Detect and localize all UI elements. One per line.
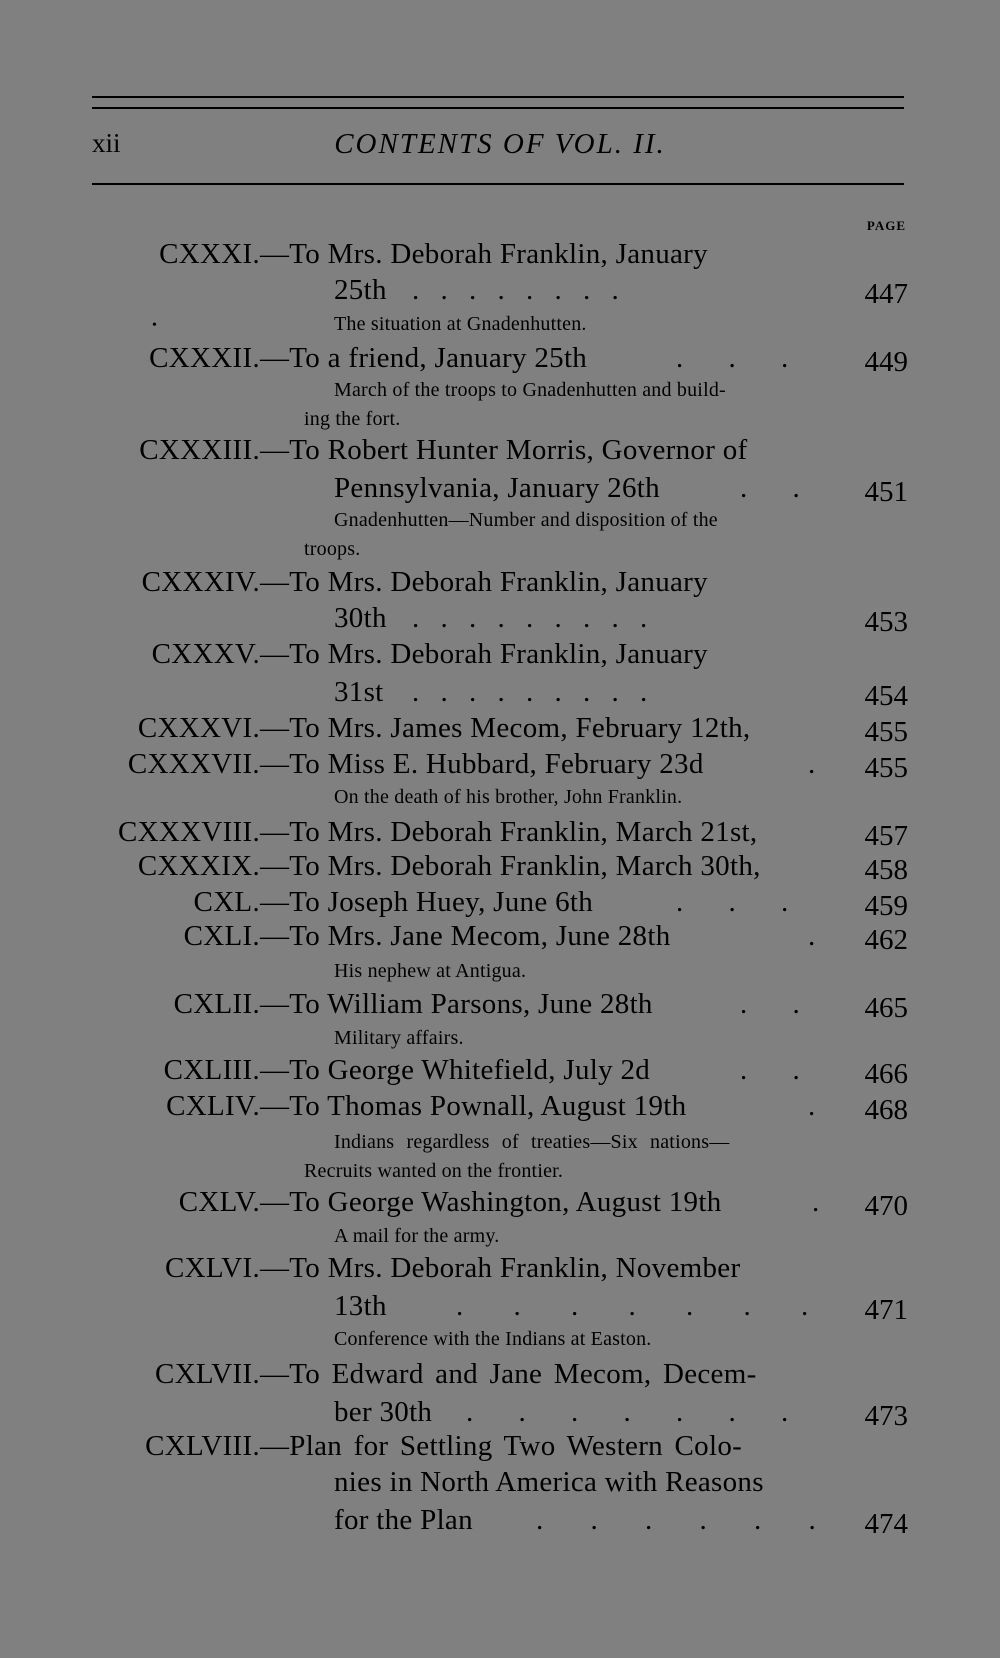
stray-mark: • xyxy=(152,318,157,333)
letter-title: —To a friend, January 25th xyxy=(260,342,588,374)
letter-title-cont: for the Plan xyxy=(334,1504,473,1536)
leader-dots: . xyxy=(808,1090,816,1122)
letter-title: —To Mrs. Deborah Franklin, January xyxy=(260,566,708,598)
letter-number: CXL. xyxy=(193,886,260,918)
toc-entry-cxxxiv xyxy=(0,564,1000,600)
toc-entry-cxlvii xyxy=(0,1356,1000,1392)
letter-title: —To William Parsons, June 28th xyxy=(260,988,653,1020)
letter-note: On the death of his brother, John Franklin. xyxy=(334,786,683,808)
letter-number: CXLI. xyxy=(183,920,260,952)
letter-number: CXLII. xyxy=(173,988,260,1020)
page-ref: 453 xyxy=(864,606,908,638)
letter-title: —To Joseph Huey, June 6th xyxy=(260,886,594,918)
toc-entry-cxxxv xyxy=(0,636,1000,672)
page-ref: 470 xyxy=(864,1190,908,1222)
leader-dots: . . xyxy=(740,988,800,1020)
letter-number: CXXXV. xyxy=(151,638,260,670)
letter-title-cont: nies in North America with Reasons xyxy=(334,1466,764,1498)
letter-number: CXXXII. xyxy=(149,342,260,374)
letter-title-cont: ber 30th xyxy=(334,1396,433,1428)
letter-title: —To Mrs. Deborah Franklin, March 21st, xyxy=(260,816,758,848)
letter-number: CXLV. xyxy=(178,1186,260,1218)
letter-note: Gnadenhutten—Number and disposition of the xyxy=(334,509,718,531)
letter-number: CXLVI. xyxy=(165,1252,260,1284)
letter-title: —Plan for Settling Two Western Colo- xyxy=(260,1430,743,1462)
leader-dots: . . . . . . . xyxy=(466,1396,789,1428)
letter-title: —To Mrs. Deborah Franklin, January xyxy=(260,638,708,670)
letter-title: —To Mrs. James Mecom, February 12th, xyxy=(260,712,751,744)
letter-note: The situation at Gnadenhutten. xyxy=(334,313,587,335)
letter-note: Indians regardless of treaties—Six nations— xyxy=(334,1131,730,1153)
letter-number: CXXXIV. xyxy=(141,566,260,598)
letter-number: CXLIII. xyxy=(163,1054,260,1086)
page-column-label: PAGE xyxy=(866,218,906,233)
letter-number: CXLVIII. xyxy=(145,1430,260,1462)
page-ref: 454 xyxy=(864,680,908,712)
letter-number: CXXXIII. xyxy=(139,434,260,466)
page-number: xii xyxy=(92,128,121,158)
letter-number: CXXXVII. xyxy=(127,748,260,780)
page-ref: 447 xyxy=(864,278,908,310)
letter-number: CXXXVI. xyxy=(137,712,260,744)
letter-title: —To Edward and Jane Mecom, Decem- xyxy=(260,1358,757,1390)
letter-title: —To George Whitefield, July 2d xyxy=(260,1054,651,1086)
page-ref: 466 xyxy=(864,1058,908,1090)
letter-note: March of the troops to Gnadenhutten and build- xyxy=(334,379,726,401)
leader-dots: . . xyxy=(740,1054,800,1086)
leader-dots: . xyxy=(808,748,816,780)
leader-dots: . xyxy=(812,1186,820,1218)
page-ref: 459 xyxy=(864,890,908,922)
leader-dots: . . . . . . xyxy=(536,1504,816,1536)
letter-title: —To Mrs. Deborah Franklin, March 30th, xyxy=(260,850,761,882)
toc-entry-cxlviii xyxy=(0,1428,1000,1464)
header-rule xyxy=(92,183,904,185)
page-ref: 455 xyxy=(864,716,908,748)
letter-title: —To Mrs. Deborah Franklin, November xyxy=(260,1252,741,1284)
top-double-rule-upper xyxy=(92,96,904,98)
page-ref: 474 xyxy=(864,1508,908,1540)
letter-title: —To Robert Hunter Morris, Governor of xyxy=(260,434,748,466)
letter-number: CXXXVIII. xyxy=(117,816,260,848)
toc-entry-cxlvi xyxy=(0,1250,1000,1286)
running-title: CONTENTS OF VOL. II. xyxy=(334,128,666,160)
letter-number: CXXXIX. xyxy=(137,850,260,882)
letter-note: Military affairs. xyxy=(334,1027,464,1049)
letter-note: A mail for the army. xyxy=(334,1225,500,1247)
letter-number: CXLIV. xyxy=(166,1090,260,1122)
toc-entry-cxxxi xyxy=(0,236,1000,272)
letter-title-cont: 13th xyxy=(334,1290,387,1322)
page-ref: 451 xyxy=(864,476,908,508)
page-ref: 449 xyxy=(864,346,908,378)
letter-number: CXXXI. xyxy=(159,238,260,270)
page-ref: 458 xyxy=(864,854,908,886)
leader-dots: . . . xyxy=(676,886,789,918)
letter-title-cont: 31st xyxy=(334,676,384,708)
leader-dots: . . . . . . . xyxy=(456,1290,809,1322)
leader-dots: . . . . . . . . . xyxy=(412,676,648,708)
letter-title: —To Thomas Pownall, August 19th xyxy=(260,1090,687,1122)
letter-title: —To Mrs. Deborah Franklin, January xyxy=(260,238,708,270)
letter-note: His nephew at Antigua. xyxy=(334,960,527,982)
leader-dots: . xyxy=(808,920,816,952)
leader-dots: . . . . . . . . . xyxy=(412,602,648,634)
page-ref: 465 xyxy=(864,992,908,1024)
letter-title: —To George Washington, August 19th xyxy=(260,1186,722,1218)
letter-number: CXLVII. xyxy=(155,1358,260,1390)
letter-title: —To Mrs. Jane Mecom, June 28th xyxy=(260,920,671,952)
page-ref: 468 xyxy=(864,1094,908,1126)
page-ref: 471 xyxy=(864,1294,908,1326)
leader-dots: . . . . . . . . xyxy=(412,274,619,306)
letter-note-cont: Recruits wanted on the frontier. xyxy=(304,1160,564,1182)
page-ref: 455 xyxy=(864,752,908,784)
page-ref: 462 xyxy=(864,924,908,956)
top-double-rule-lower xyxy=(92,107,904,109)
leader-dots: . . xyxy=(740,472,800,504)
toc-entry-cxxxiii xyxy=(0,432,1000,468)
leader-dots: . . . xyxy=(676,342,789,374)
page-ref: 473 xyxy=(864,1400,908,1432)
letter-note: Conference with the Indians at Easton. xyxy=(334,1328,652,1350)
page-ref: 457 xyxy=(864,820,908,852)
letter-note-cont: ing the fort. xyxy=(304,408,401,430)
letter-title-cont: 30th xyxy=(334,602,387,634)
letter-title-cont: 25th xyxy=(334,274,387,306)
letter-note-cont: troops. xyxy=(304,538,361,560)
letter-title: —To Miss E. Hubbard, February 23d xyxy=(260,748,704,780)
letter-title-cont: Pennsylvania, January 26th xyxy=(334,472,660,504)
